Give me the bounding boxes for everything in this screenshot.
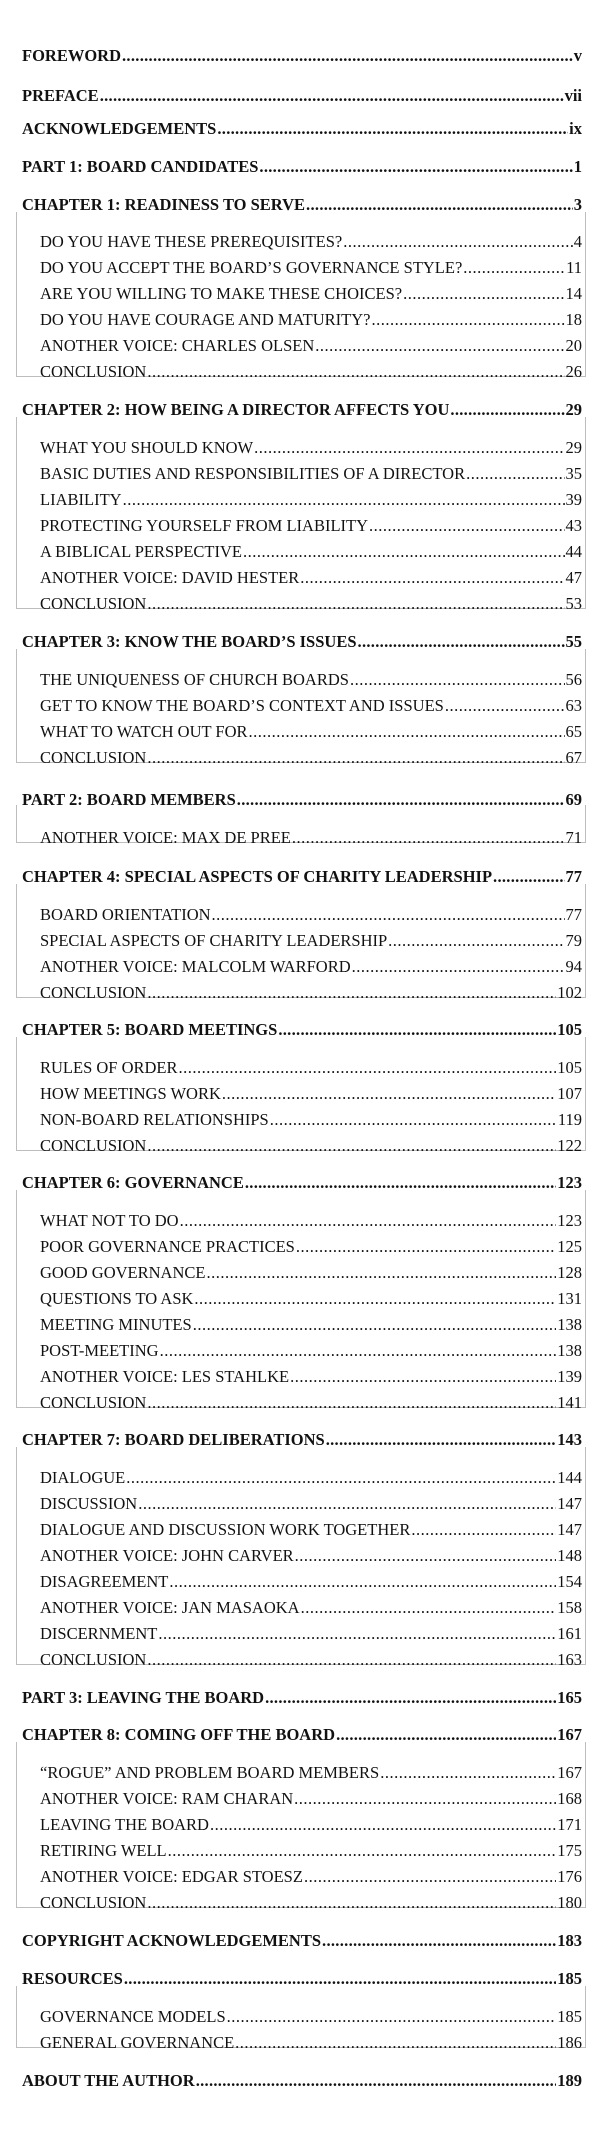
toc-subentry[interactable]	[40, 1060, 582, 1077]
page-number: 20	[565, 336, 582, 355]
entry-title: PROTECTING YOURSELF FROM LIABILITY	[40, 516, 369, 535]
page-number: 63	[565, 696, 582, 715]
dot-leader	[147, 1138, 556, 1155]
entry-title: LEAVING THE BOARD	[40, 1815, 209, 1834]
entry-title: DO YOU ACCEPT THE BOARD’S GOVERNANCE STYLE?	[40, 258, 463, 277]
toc-subentry[interactable]	[40, 750, 582, 767]
entry-title: GET TO KNOW THE BOARD’S CONTEXT AND ISSUES	[40, 696, 444, 715]
toc-subentry[interactable]	[40, 672, 582, 689]
toc-subentry[interactable]	[40, 1652, 582, 1669]
entry-title: THE UNIQUENESS OF CHURCH BOARDS	[40, 670, 349, 689]
dot-leader	[222, 1086, 556, 1103]
page-number: 4	[573, 232, 582, 251]
toc-subentry[interactable]	[40, 724, 582, 741]
toc-subentry[interactable]	[40, 830, 582, 847]
dot-leader	[292, 830, 565, 847]
toc-subentry[interactable]	[40, 492, 582, 509]
toc-subentry[interactable]	[40, 1213, 582, 1230]
dot-leader	[235, 2035, 556, 2052]
dot-leader	[322, 1933, 556, 1950]
toc-heading-entry[interactable]	[22, 2073, 582, 2090]
entry-title: GOOD GOVERNANCE	[40, 1263, 206, 1282]
dot-leader	[212, 907, 565, 924]
dot-leader	[217, 121, 568, 138]
toc-subentry[interactable]	[40, 1395, 582, 1412]
toc-subentry[interactable]	[40, 466, 582, 483]
entry-title: ANOTHER VOICE: JAN MASAOKA	[40, 1598, 300, 1617]
dot-leader	[403, 286, 564, 303]
page-number: 94	[565, 957, 582, 976]
dot-leader	[343, 234, 573, 251]
page-number: 35	[565, 464, 582, 483]
page-number: 138	[557, 1315, 582, 1334]
toc-subentry[interactable]	[40, 1817, 582, 1834]
entry-title: WHAT NOT TO DO	[40, 1211, 179, 1230]
toc-subentry[interactable]	[40, 1869, 582, 1886]
page-number: 148	[557, 1546, 582, 1565]
toc-subentry[interactable]	[40, 1791, 582, 1808]
entry-title: ANOTHER VOICE: MAX DE PREE	[40, 828, 291, 847]
toc-subentry[interactable]	[40, 1765, 582, 1782]
toc-subentry[interactable]	[40, 260, 582, 277]
dot-leader	[122, 48, 573, 65]
dot-leader	[270, 1112, 557, 1129]
dot-leader	[466, 466, 564, 483]
page-number: 29	[565, 400, 582, 419]
entry-title: POOR GOVERNANCE PRACTICES	[40, 1237, 295, 1256]
entry-title: MEETING MINUTES	[40, 1315, 192, 1334]
dot-leader	[147, 596, 564, 613]
toc-subentry[interactable]	[40, 1112, 582, 1129]
entry-title: CONCLUSION	[40, 748, 147, 767]
dot-leader	[126, 1470, 556, 1487]
page-number: 128	[557, 1263, 582, 1282]
page-number: 107	[557, 1084, 582, 1103]
page-number: 147	[557, 1520, 582, 1539]
toc-heading-entry[interactable]	[22, 1971, 582, 1988]
toc-heading-entry[interactable]	[22, 634, 582, 651]
entry-title: COPYRIGHT ACKNOWLEDGEMENTS	[22, 1931, 322, 1950]
entry-title: DO YOU HAVE THESE PREREQUISITES?	[40, 232, 343, 251]
page-number: 185	[557, 2007, 582, 2026]
dot-leader	[371, 312, 564, 329]
toc-subentry[interactable]	[40, 1343, 582, 1360]
entry-title: CHAPTER 3: KNOW THE BOARD’S ISSUES	[22, 632, 357, 651]
dot-leader	[294, 1791, 556, 1808]
toc-subentry[interactable]	[40, 1843, 582, 1860]
toc-subentry[interactable]	[40, 312, 582, 329]
entry-title: CONCLUSION	[40, 362, 147, 381]
dot-leader	[169, 1574, 556, 1591]
dot-leader	[301, 1600, 557, 1617]
toc-heading-entry[interactable]	[22, 1933, 582, 1950]
page-number: 56	[565, 670, 582, 689]
dot-leader	[243, 544, 565, 561]
page-number: 165	[557, 1688, 582, 1707]
entry-title: ANOTHER VOICE: RAM CHARAN	[40, 1789, 294, 1808]
page-number: 180	[557, 1893, 582, 1912]
toc-subentry[interactable]	[40, 1086, 582, 1103]
toc-heading-entry[interactable]	[22, 121, 582, 138]
page-number: v	[573, 46, 582, 65]
page-number: 71	[565, 828, 582, 847]
entry-title: CONCLUSION	[40, 594, 147, 613]
dot-leader	[259, 159, 572, 176]
toc-heading-entry[interactable]	[22, 869, 582, 886]
dot-leader	[147, 1395, 556, 1412]
page-number: 147	[557, 1494, 582, 1513]
page-number: 176	[557, 1867, 582, 1886]
entry-title: RULES OF ORDER	[40, 1058, 178, 1077]
dot-leader	[369, 518, 564, 535]
dot-leader	[100, 88, 564, 105]
entry-title: GENERAL GOVERNANCE	[40, 2033, 235, 2052]
toc-heading-entry[interactable]	[22, 1690, 582, 1707]
page-number: 77	[565, 867, 582, 886]
entry-title: DISAGREEMENT	[40, 1572, 169, 1591]
toc-subentry[interactable]	[40, 234, 582, 251]
toc-heading-entry[interactable]	[22, 792, 582, 809]
page-number: 167	[557, 1725, 582, 1744]
dot-leader	[358, 634, 565, 651]
dot-leader	[411, 1522, 556, 1539]
dot-leader	[450, 402, 564, 419]
entry-title: FOREWORD	[22, 46, 121, 65]
entry-title: CHAPTER 7: BOARD DELIBERATIONS	[22, 1430, 325, 1449]
toc-subentry[interactable]	[40, 440, 582, 457]
dot-leader	[254, 440, 564, 457]
entry-title: RETIRING WELL	[40, 1841, 167, 1860]
toc-subentry[interactable]	[40, 338, 582, 355]
page-number: 55	[565, 632, 582, 651]
page-number: 43	[565, 516, 582, 535]
dot-leader	[180, 1213, 557, 1230]
dot-leader	[306, 197, 573, 214]
toc-subentry[interactable]	[40, 698, 582, 715]
entry-title: CHAPTER 5: BOARD MEETINGS	[22, 1020, 278, 1039]
entry-title: NON-BOARD RELATIONSHIPS	[40, 1110, 269, 1129]
dot-leader	[296, 1239, 556, 1256]
toc-heading-entry[interactable]	[22, 402, 582, 419]
dot-leader	[295, 1548, 557, 1565]
page-number: vii	[564, 86, 582, 105]
dot-leader	[463, 260, 565, 277]
entry-title: CONCLUSION	[40, 1393, 147, 1412]
entry-title: CHAPTER 2: HOW BEING A DIRECTOR AFFECTS YOU	[22, 400, 450, 419]
toc-subentry[interactable]	[40, 2009, 582, 2026]
dot-leader	[304, 1869, 556, 1886]
dot-leader	[249, 724, 565, 741]
dot-leader	[445, 698, 565, 715]
toc-subentry[interactable]	[40, 959, 582, 976]
dot-leader	[493, 869, 564, 886]
page-number: 47	[565, 568, 582, 587]
toc-heading-entry[interactable]	[22, 159, 582, 176]
toc-subentry[interactable]	[40, 1265, 582, 1282]
page-number: 183	[557, 1931, 582, 1950]
page-number: 138	[557, 1341, 582, 1360]
page-number: 158	[557, 1598, 582, 1617]
dot-leader	[265, 1690, 556, 1707]
toc-subentry[interactable]	[40, 985, 582, 1002]
entry-title: PREFACE	[22, 86, 99, 105]
toc-subentry[interactable]	[40, 364, 582, 381]
toc-subentry[interactable]	[40, 1369, 582, 1386]
entry-title: A BIBLICAL PERSPECTIVE	[40, 542, 242, 561]
entry-title: RESOURCES	[22, 1969, 123, 1988]
dot-leader	[380, 1765, 556, 1782]
entry-title: ACKNOWLEDGEMENTS	[22, 119, 217, 138]
dot-leader	[388, 933, 564, 950]
entry-title: PART 1: BOARD CANDIDATES	[22, 157, 259, 176]
toc-subentry[interactable]	[40, 1548, 582, 1565]
dot-leader	[138, 1496, 556, 1513]
dot-leader	[237, 792, 565, 809]
toc-subentry[interactable]	[40, 596, 582, 613]
dot-leader	[196, 2073, 557, 2090]
entry-title: DISCERNMENT	[40, 1624, 158, 1643]
dot-leader	[179, 1060, 557, 1077]
toc-subentry[interactable]	[40, 1600, 582, 1617]
toc-subentry[interactable]	[40, 286, 582, 303]
entry-title: ARE YOU WILLING TO MAKE THESE CHOICES?	[40, 284, 403, 303]
page-number: 39	[565, 490, 582, 509]
toc-subentry[interactable]	[40, 1138, 582, 1155]
dot-leader	[290, 1369, 556, 1386]
page-number: 53	[565, 594, 582, 613]
toc-subentry[interactable]	[40, 1239, 582, 1256]
page-number: 123	[557, 1211, 582, 1230]
page-number: 105	[557, 1020, 582, 1039]
entry-title: HOW MEETINGS WORK	[40, 1084, 221, 1103]
dot-leader	[147, 1652, 556, 1669]
toc-heading-entry[interactable]	[22, 1432, 582, 1449]
toc-subentry[interactable]	[40, 1317, 582, 1334]
page-number: 29	[565, 438, 582, 457]
dot-leader	[147, 364, 564, 381]
entry-title: BASIC DUTIES AND RESPONSIBILITIES OF A DIRECTOR	[40, 464, 466, 483]
entry-title: CHAPTER 4: SPECIAL ASPECTS OF CHARITY LEADERSHIP	[22, 867, 493, 886]
dot-leader	[124, 1971, 556, 1988]
toc-subentry[interactable]	[40, 1522, 582, 1539]
toc-heading-entry[interactable]	[22, 1022, 582, 1039]
entry-title: ANOTHER VOICE: JOHN CARVER	[40, 1546, 294, 1565]
page-number: 11	[566, 258, 582, 277]
entry-title: PART 3: LEAVING THE BOARD	[22, 1688, 265, 1707]
toc-heading-entry[interactable]	[22, 1175, 582, 1192]
page-number: 14	[565, 284, 582, 303]
entry-title: DISCUSSION	[40, 1494, 138, 1513]
page-number: 143	[557, 1430, 582, 1449]
entry-title: ANOTHER VOICE: DAVID HESTER	[40, 568, 300, 587]
page-number: 171	[557, 1815, 582, 1834]
dot-leader	[160, 1343, 557, 1360]
page-number: 102	[557, 983, 582, 1002]
entry-title: CHAPTER 1: READINESS TO SERVE	[22, 195, 306, 214]
dot-leader	[326, 1432, 557, 1449]
dot-leader	[352, 959, 565, 976]
entry-title: DIALOGUE	[40, 1468, 126, 1487]
page-number: 18	[565, 310, 582, 329]
dot-leader	[147, 750, 564, 767]
page-number: 3	[573, 195, 582, 214]
dot-leader	[206, 1265, 556, 1282]
dot-leader	[147, 985, 556, 1002]
toc-subentry[interactable]	[40, 544, 582, 561]
page-number: 175	[557, 1841, 582, 1860]
page-number: 163	[557, 1650, 582, 1669]
page-number: 154	[557, 1572, 582, 1591]
page-number: ix	[569, 119, 582, 138]
page-number: 186	[557, 2033, 582, 2052]
page-number: 168	[557, 1789, 582, 1808]
entry-title: “ROGUE” AND PROBLEM BOARD MEMBERS	[40, 1763, 380, 1782]
page-number: 79	[565, 931, 582, 950]
page-number: 1	[573, 157, 582, 176]
toc-heading-entry[interactable]	[22, 88, 582, 105]
entry-title: ANOTHER VOICE: MALCOLM WARFORD	[40, 957, 351, 976]
entry-title: DO YOU HAVE COURAGE AND MATURITY?	[40, 310, 371, 329]
entry-title: CONCLUSION	[40, 1650, 147, 1669]
page-number: 141	[557, 1393, 582, 1412]
page-number: 26	[565, 362, 582, 381]
entry-title: WHAT TO WATCH OUT FOR	[40, 722, 248, 741]
page-number: 123	[557, 1173, 582, 1192]
dot-leader	[300, 570, 564, 587]
dot-leader	[210, 1817, 556, 1834]
page-number: 185	[557, 1969, 582, 1988]
entry-title: ANOTHER VOICE: EDGAR STOESZ	[40, 1867, 303, 1886]
entry-title: ANOTHER VOICE: LES STAHLKE	[40, 1367, 290, 1386]
page-number: 144	[557, 1468, 582, 1487]
entry-title: LIABILITY	[40, 490, 122, 509]
entry-title: CHAPTER 6: GOVERNANCE	[22, 1173, 244, 1192]
toc-subentry[interactable]	[40, 1291, 582, 1308]
dot-leader	[147, 1895, 556, 1912]
page-number: 139	[557, 1367, 582, 1386]
page-number: 77	[565, 905, 582, 924]
page-number: 119	[557, 1110, 582, 1129]
entry-title: PART 2: BOARD MEMBERS	[22, 790, 236, 809]
toc-heading-entry[interactable]	[22, 48, 582, 65]
dot-leader	[350, 672, 565, 689]
page-number: 161	[557, 1624, 582, 1643]
page-number: 67	[565, 748, 582, 767]
entry-title: DIALOGUE AND DISCUSSION WORK TOGETHER	[40, 1520, 411, 1539]
dot-leader	[278, 1022, 556, 1039]
entry-title: SPECIAL ASPECTS OF CHARITY LEADERSHIP	[40, 931, 388, 950]
dot-leader	[336, 1727, 556, 1744]
toc-subentry[interactable]	[40, 570, 582, 587]
toc-subentry[interactable]	[40, 1895, 582, 1912]
entry-title: GOVERNANCE MODELS	[40, 2007, 226, 2026]
page-number: 125	[557, 1237, 582, 1256]
toc-subentry[interactable]	[40, 2035, 582, 2052]
page-number: 167	[557, 1763, 582, 1782]
page-number: 105	[557, 1058, 582, 1077]
entry-title: CONCLUSION	[40, 983, 147, 1002]
entry-title: BOARD ORIENTATION	[40, 905, 211, 924]
dot-leader	[315, 338, 564, 355]
page-number: 44	[565, 542, 582, 561]
toc-heading-entry[interactable]	[22, 197, 582, 214]
entry-title: WHAT YOU SHOULD KNOW	[40, 438, 254, 457]
dot-leader	[245, 1175, 556, 1192]
entry-title: ABOUT THE AUTHOR	[22, 2071, 195, 2090]
toc-subentry[interactable]	[40, 1626, 582, 1643]
toc-subentry[interactable]	[40, 933, 582, 950]
entry-title: QUESTIONS TO ASK	[40, 1289, 194, 1308]
dot-leader	[123, 492, 565, 509]
page-number: 122	[557, 1136, 582, 1155]
toc-subentry[interactable]	[40, 1496, 582, 1513]
page-number: 131	[557, 1289, 582, 1308]
toc-subentry[interactable]	[40, 907, 582, 924]
dot-leader	[158, 1626, 556, 1643]
dot-leader	[227, 2009, 557, 2026]
page-number: 189	[557, 2071, 582, 2090]
toc-subentry[interactable]	[40, 1574, 582, 1591]
dot-leader	[193, 1317, 557, 1334]
entry-title: CONCLUSION	[40, 1893, 147, 1912]
toc-subentry[interactable]	[40, 518, 582, 535]
dot-leader	[194, 1291, 556, 1308]
toc-subentry[interactable]	[40, 1470, 582, 1487]
entry-title: ANOTHER VOICE: CHARLES OLSEN	[40, 336, 315, 355]
dot-leader	[168, 1843, 557, 1860]
page-number: 65	[565, 722, 582, 741]
entry-title: CHAPTER 8: COMING OFF THE BOARD	[22, 1725, 336, 1744]
entry-title: CONCLUSION	[40, 1136, 147, 1155]
entry-title: POST-MEETING	[40, 1341, 159, 1360]
toc-heading-entry[interactable]	[22, 1727, 582, 1744]
page-number: 69	[565, 790, 582, 809]
